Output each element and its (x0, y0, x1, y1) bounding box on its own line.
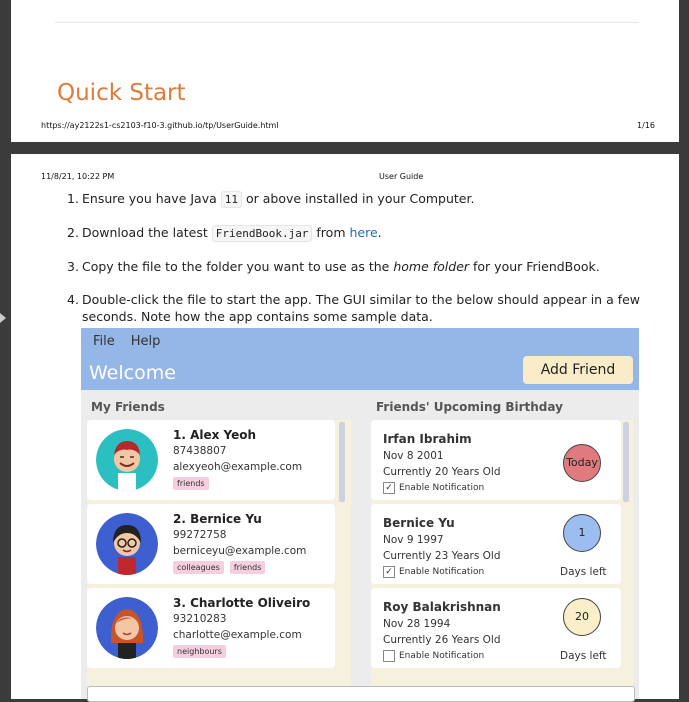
birthday-name: Bernice Yu (383, 516, 455, 530)
birthday-age: Currently 20 Years Old (383, 466, 501, 478)
pdf-page-1 (11, 0, 679, 142)
friend-card[interactable] (87, 504, 335, 584)
birthday-card[interactable] (371, 420, 621, 500)
welcome-bar (81, 354, 639, 390)
home-folder-emphasis: home folder (393, 259, 470, 274)
my-friends-title: My Friends (91, 400, 165, 414)
section-heading: Quick Start (57, 80, 186, 106)
friend-name: 1. Alex Yeoh (173, 428, 257, 442)
days-left-label: Days left (560, 650, 607, 662)
step-2 (67, 224, 647, 242)
step-number: 2. (67, 225, 79, 240)
checkbox-checked-icon[interactable]: ✓ (383, 566, 395, 578)
pdf-page-2 (11, 154, 679, 699)
notification-toggle[interactable] (383, 566, 484, 578)
friend-tags (173, 645, 226, 658)
charlotte-avatar-icon (96, 597, 158, 659)
step-number: 4. (67, 292, 79, 307)
tag: colleagues (173, 561, 224, 574)
birthday-name: Roy Balakrishnan (383, 600, 501, 614)
step-text: Download the latest (82, 225, 212, 240)
step-number: 3. (67, 259, 79, 274)
days-left-badge: 20 (563, 598, 601, 636)
friend-email: alexyeoh@example.com (173, 461, 303, 473)
jar-filename-code: FriendBook.jar (212, 225, 313, 242)
friend-card[interactable] (87, 588, 335, 668)
friend-tags (173, 561, 265, 574)
friend-name: 3. Charlotte Oliveiro (173, 596, 311, 610)
notification-label: Enable Notification (399, 651, 485, 661)
tag: friends (173, 477, 209, 490)
page-url: https://ay2122s1-cs2103-f10-3.github.io/tp/UserGuide.html (41, 121, 279, 130)
step-text: from (312, 225, 350, 240)
today-badge: Today (563, 444, 601, 482)
friend-email: berniceyu@example.com (173, 545, 307, 557)
birthdays-scrollbar[interactable] (623, 422, 629, 502)
app-screenshot (81, 328, 639, 699)
steps-list (67, 190, 647, 341)
friend-card[interactable] (87, 420, 335, 500)
birthday-date: Nov 8 2001 (383, 450, 444, 462)
tag: neighbours (173, 645, 226, 658)
birthdays-title: Friends' Upcoming Birthday (376, 400, 563, 414)
step-text: Ensure you have Java (82, 191, 221, 206)
days-left-badge: 1 (563, 514, 601, 552)
birthday-card[interactable] (371, 588, 621, 668)
step-number: 1. (67, 191, 79, 206)
friend-phone: 99272758 (173, 529, 227, 541)
java-version-code: 11 (221, 191, 242, 208)
friend-email: charlotte@example.com (173, 629, 302, 641)
days-left-label: Days left (560, 566, 607, 578)
header-title: User Guide (379, 172, 424, 181)
notification-toggle[interactable] (383, 650, 484, 662)
birthday-name: Irfan Ibrahim (383, 432, 472, 446)
notification-toggle[interactable] (383, 482, 484, 494)
birthday-date: Nov 28 1994 (383, 618, 451, 630)
step-1 (67, 190, 647, 208)
command-input[interactable] (87, 686, 635, 702)
alex-avatar-icon (96, 429, 158, 491)
checkbox-unchecked-icon[interactable] (383, 650, 395, 662)
notification-label: Enable Notification (399, 567, 485, 577)
page-number: 1/16 (637, 121, 655, 130)
step-4 (67, 291, 647, 325)
checkbox-checked-icon[interactable]: ✓ (383, 482, 395, 494)
birthday-date: Nov 9 1997 (383, 534, 444, 546)
step-text: Double-click the file to start the app. The GUI similar to the below should appear in a few seconds. Note how the app contains some sample data. (82, 292, 641, 324)
step-text: . (377, 225, 382, 240)
menu-bar (81, 328, 639, 354)
notification-label: Enable Notification (399, 483, 485, 493)
step-text: Copy the file to the folder you want to use as the (82, 259, 394, 274)
bernice-avatar-icon (96, 513, 158, 575)
friend-phone: 87438807 (173, 445, 227, 457)
step-text: for your FriendBook. (469, 259, 600, 274)
birthday-card[interactable] (371, 504, 621, 584)
birthdays-list (371, 420, 633, 699)
friend-name: 2. Bernice Yu (173, 512, 262, 526)
menu-help[interactable]: Help (130, 333, 161, 349)
birthday-age: Currently 26 Years Old (383, 634, 501, 646)
add-friend-button[interactable]: Add Friend (523, 356, 633, 384)
header-date: 11/8/21, 10:22 PM (41, 172, 115, 181)
friend-phone: 93210283 (173, 613, 227, 625)
birthday-age: Currently 23 Years Old (383, 550, 501, 562)
friends-scrollbar[interactable] (339, 422, 345, 502)
friends-list (87, 420, 351, 699)
welcome-title: Welcome (89, 362, 176, 384)
download-link[interactable]: here (349, 225, 378, 240)
friend-tags (173, 477, 209, 490)
step-3 (67, 258, 647, 275)
tag: friends (230, 561, 266, 574)
menu-file[interactable]: File (93, 333, 115, 349)
sidebar-arrow-icon (0, 313, 6, 323)
step-text: or above installed in your Computer. (242, 191, 475, 206)
divider (55, 22, 639, 23)
